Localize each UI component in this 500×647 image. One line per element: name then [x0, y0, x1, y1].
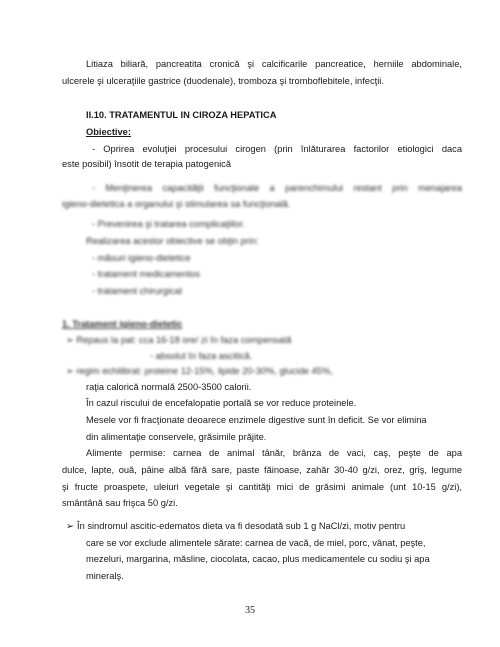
paragraph-line: smântână sau frişca 50 g/zi. [62, 498, 178, 508]
paragraph-line: mineralş. [86, 571, 124, 581]
bullet-line [66, 520, 466, 532]
paragraph-line: - Oprirea evoluţiei procesului cirogen (prin înlăturarea factorilor etiologici daca [92, 144, 462, 154]
paragraph-line: ulcerele şi ulceraţiile gastrice (duodenale), tromboza şi tromboflebitele, infecţii. [62, 76, 384, 86]
blurred-line: ➢ regim echilibrat: proteine 12-15%, lipide 20-30%, glucide 45%, [66, 366, 333, 376]
paragraph-line: mezeluri, margarina, măsline, ciocolata, cacao, plus medicamentele cu sodiu şi apa [86, 554, 430, 564]
objectives-heading: Obiective: [86, 127, 131, 137]
blurred-line: ➢ Repaus la pat: cca 16-18 ore/ zi în faza compensată [66, 335, 292, 345]
blurred-line: igieno-dietetica a organului şi stimularea sa funcţională. [62, 199, 291, 209]
paragraph-line: şi fructe proaspete, uleiuri vegetale şi cantităţi mici de grăsimi animale (unt 10-15 g/zi), [62, 482, 462, 492]
section-heading: II.10. TRATAMENTUL IN CIROZA HEPATICA [86, 110, 277, 120]
paragraph-line: dulce, lapte, ouă, pâine albă fără sare, paste făinoase, zahăr 30-40 g/zi, orez, griş, legume [62, 465, 462, 475]
blurred-subheading: 1. Tratament igieno-dietetic [62, 319, 183, 329]
paragraph-line: care se vor exclude alimentele sărate: carnea de vacă, de miel, porc, vânat, peşte, [86, 538, 426, 548]
paragraph-line: raţia calorică normală 2500-3500 calorii. [86, 382, 252, 392]
paragraph-line: Litiaza biliară, pancreatita cronică şi calcificarile pancreatice, herniile abdominale, [86, 59, 462, 69]
paragraph-line: În cazul riscului de encefalopatie portală se vor reduce proteinele. [86, 398, 357, 408]
paragraph-line: Mesele vor fi fracţionate deoarece enzimele digestive sunt în deficit. Se vor elimina [86, 415, 427, 425]
blurred-line: - măsuri igieno-dietetice [92, 253, 191, 263]
paragraph-line: din alimentaţie conservele, grăsimile prăjite. [86, 432, 267, 442]
blurred-line: - tratament chirurgical [92, 286, 182, 296]
arrow-bullet-icon: ➢ [66, 521, 74, 531]
paragraph-line: este posibil) însotit de terapia patogenică [62, 159, 232, 169]
bullet-text: În sindromul ascitic-edematos dieta va fi desodată sub 1 g NaCl/zi, motiv pentru [77, 521, 406, 531]
blurred-line: - Menţinerea capacităţii funcţionale a parenchimului restant prin menajarea [92, 183, 462, 193]
blurred-line: - Prevenirea şi tratarea complicaţiilor. [92, 219, 245, 229]
blurred-line: - absolut în faza ascitică. [150, 351, 253, 361]
blurred-line: Realizarea acestor obiective se obţin prin: [86, 236, 259, 246]
blurred-line: - tratament medicamentos [92, 269, 200, 279]
page-number: 35 [245, 605, 255, 616]
paragraph-line: Alimente permise: carnea de animal tânăr, brânza de vaci, caş, peşte de apa [86, 448, 462, 458]
